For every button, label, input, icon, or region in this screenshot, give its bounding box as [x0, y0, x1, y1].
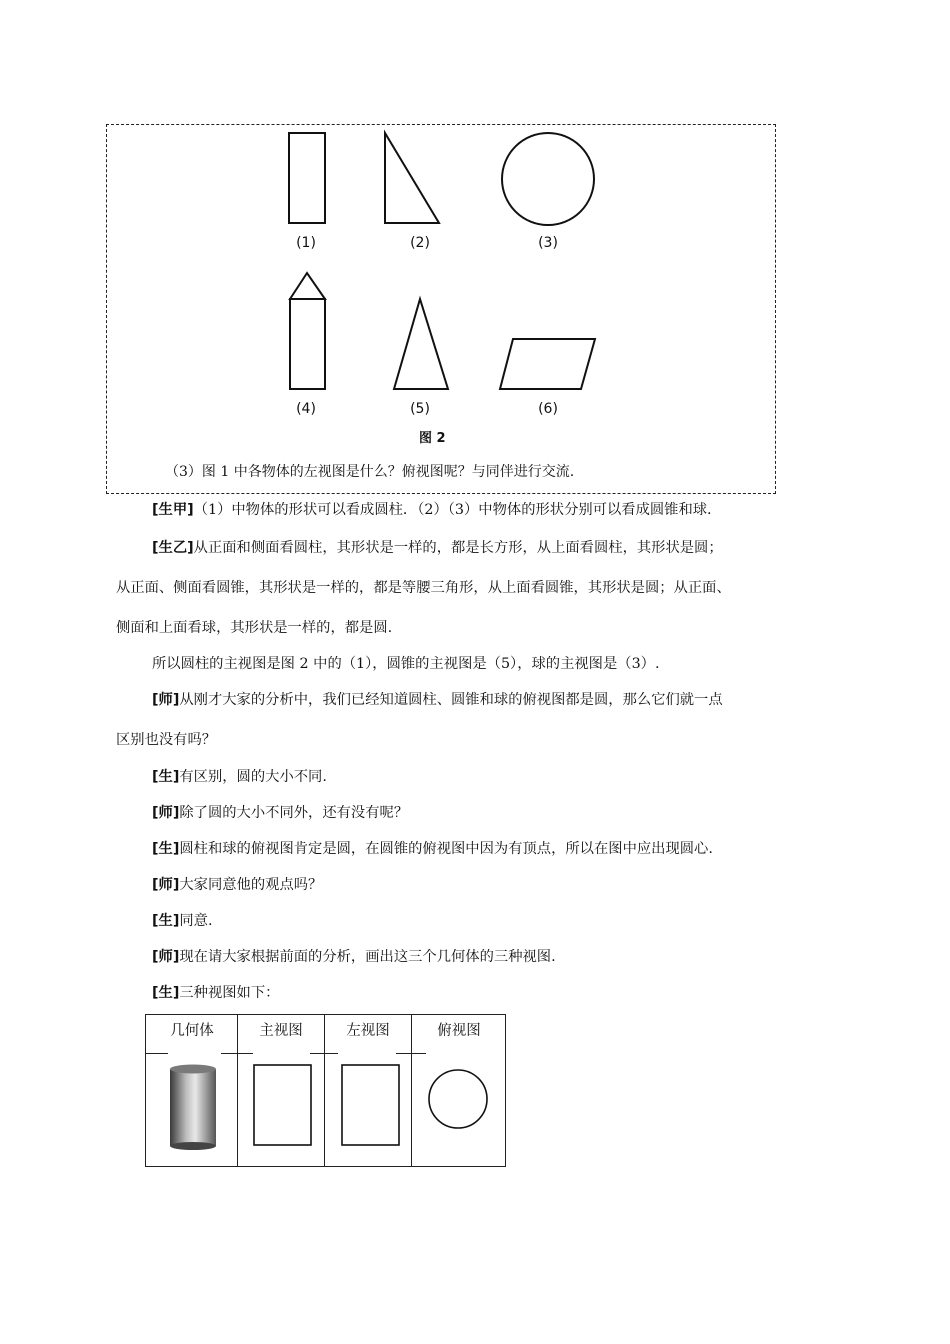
figure-label-4: (4) [296, 401, 316, 417]
figure-label-6: (6) [538, 401, 558, 417]
line-text: 大家同意他的观点吗？ [179, 877, 323, 893]
dialogue-line [116, 578, 731, 598]
line-text: 所以圆柱的主视图是图 2 中的（1），圆锥的主视图是（5），球的主视图是（3）. [152, 656, 660, 672]
figure-label-1: (1) [296, 235, 316, 251]
line-text: 从正面、侧面看圆锥，其形状是一样的，都是等腰三角形，从上面看圆锥，其形状是圆；从正面、 [116, 580, 731, 596]
line-text: 同意. [179, 913, 213, 929]
dialogue-line [152, 767, 327, 787]
header-solid: 几何体 [170, 1023, 214, 1039]
speaker-tag: [师] [152, 692, 180, 708]
figure-2-frame [106, 124, 776, 494]
dialogue-line [116, 618, 392, 638]
table-drawings [146, 1015, 505, 1166]
cylinder-image [170, 1065, 216, 1151]
front-view-rectangle [254, 1065, 311, 1145]
line-text: 三种视图如下： [179, 985, 280, 1001]
line-text: 侧面和上面看球，其形状是一样的，都是圆. [116, 620, 393, 636]
top-view-circle [429, 1070, 487, 1128]
line-text: 区别也没有吗？ [116, 732, 217, 748]
speaker-tag: [生] [152, 841, 180, 857]
line-text: 除了圆的大小不同外，还有没有呢？ [179, 805, 409, 821]
shape-parallelogram [500, 339, 595, 389]
left-view-rectangle [342, 1065, 399, 1145]
dialogue-line [152, 690, 723, 710]
speaker-tag: [生乙] [152, 540, 194, 556]
three-view-table [145, 1014, 506, 1167]
figure-caption: 图 2 [419, 431, 446, 446]
shape-right-triangle [385, 133, 439, 223]
shape-prism-body [290, 299, 325, 389]
figure-label-2: (2) [410, 235, 430, 251]
dialogue-line [152, 983, 279, 1003]
dialogue-line [152, 500, 712, 520]
dialogue-line [152, 803, 408, 823]
shape-circle [502, 133, 594, 225]
dialogue-line [152, 538, 723, 558]
line-text: 圆柱和球的俯视图肯定是圆，在圆锥的俯视图中因为有顶点，所以在图中应出现圆心. [179, 841, 713, 857]
speaker-tag: [师] [152, 949, 180, 965]
speaker-tag: [师] [152, 805, 180, 821]
dialogue-line [152, 947, 556, 967]
dialogue-line [152, 839, 713, 859]
dialogue-line [152, 654, 660, 674]
dialogue-line [152, 875, 322, 895]
line-text: 现在请大家根据前面的分析，画出这三个几何体的三种视图. [179, 949, 556, 965]
header-top-view: 俯视图 [437, 1023, 481, 1039]
speaker-tag: [生] [152, 913, 180, 929]
speaker-tag: [师] [152, 877, 180, 893]
dialogue-line [152, 911, 213, 931]
shape-isosceles-triangle [394, 299, 448, 389]
figure-label-3: (3) [538, 235, 558, 251]
header-front-view: 主视图 [259, 1023, 303, 1039]
figure-question: （3）图 1 中各物体的左视图是什么？俯视图呢？与同伴进行交流. [165, 464, 575, 480]
speaker-tag: [生] [152, 769, 180, 785]
shape-rectangle [289, 133, 325, 223]
figure-label-5: (5) [410, 401, 430, 417]
dialogue-line [116, 730, 216, 750]
shape-prism-cap [290, 273, 325, 299]
line-text: 从刚才大家的分析中，我们已经知道圆柱、圆锥和球的俯视图都是圆，那么它们就一点 [179, 692, 723, 708]
speaker-tag: [生甲] [152, 502, 194, 518]
line-text: 有区别，圆的大小不同. [179, 769, 327, 785]
line-text: 从正面和侧面看圆柱，其形状是一样的，都是长方形，从上面看圆柱，其形状是圆； [193, 540, 723, 556]
header-left-view: 左视图 [346, 1023, 390, 1039]
speaker-tag: [生] [152, 985, 180, 1001]
line-text: （1）中物体的形状可以看成圆柱．（2）（3）中物体的形状分别可以看成圆锥和球. [193, 502, 712, 518]
